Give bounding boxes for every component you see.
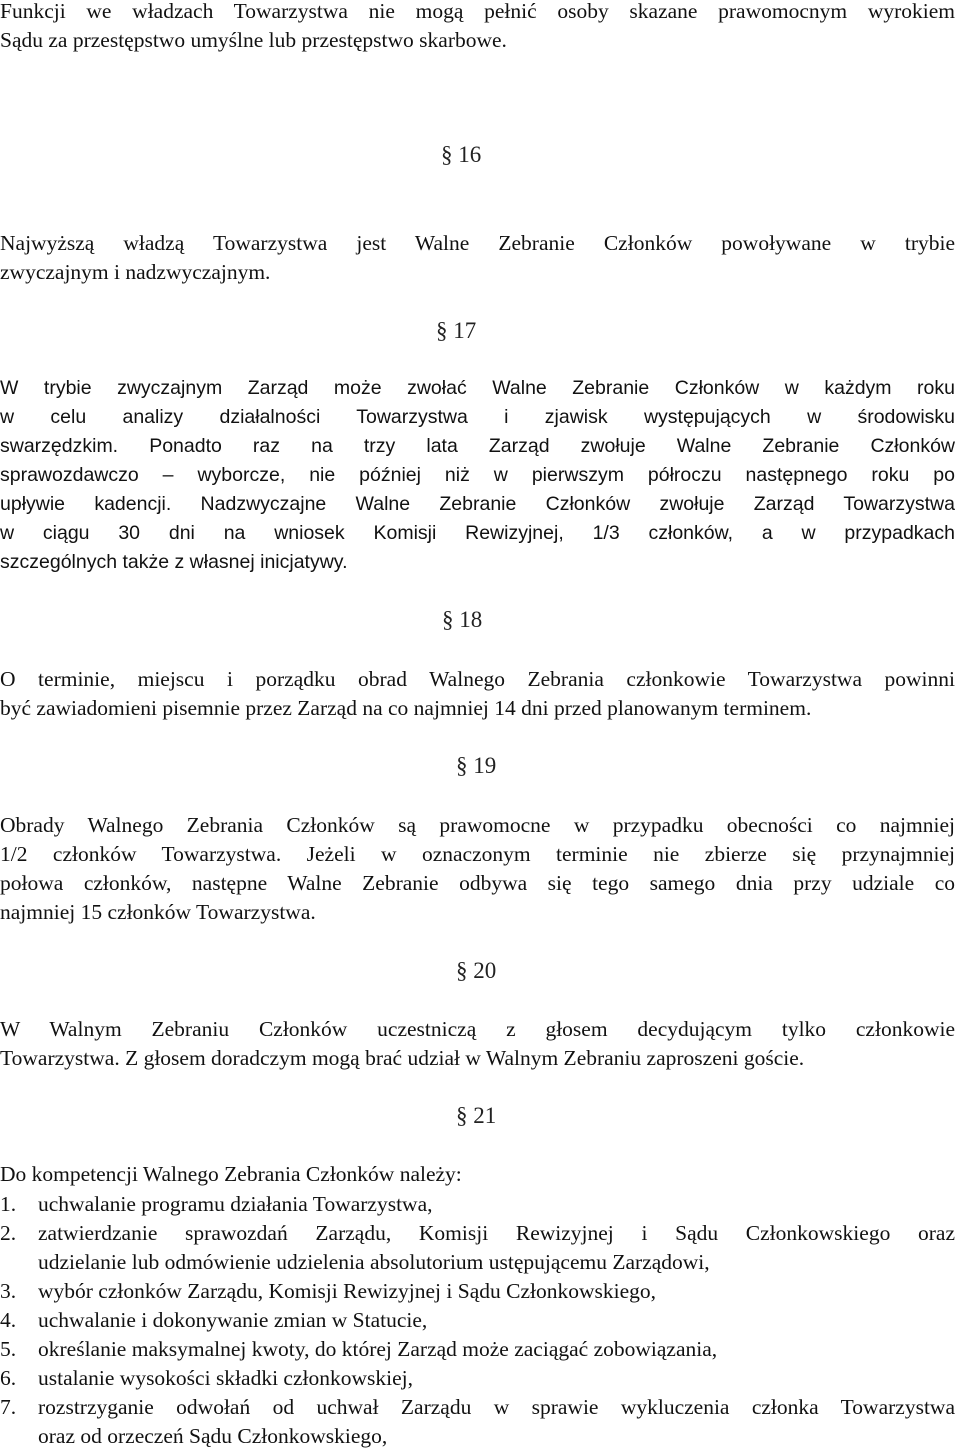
list-item-number: 3. <box>0 1279 17 1303</box>
list-item-text: oraz od orzeczeń Sądu Członkowskiego, <box>38 1424 388 1448</box>
text-line: Sądu za przestępstwo umyślne lub przestępstwo skarbowe. <box>0 28 507 52</box>
text-line: W Walnym Zebraniu Członków uczestniczą z głosem decydującym tylko członkowie <box>0 1017 955 1041</box>
text-line: najmniej 15 członków Towarzystwa. <box>0 900 316 924</box>
text-line: O terminie, miejscu i porządku obrad Walnego Zebrania członkowie Towarzystwa powinni <box>0 667 955 691</box>
text-line: upływie kadencji. Nadzwyczajne Walne Zebranie Członków zwołuje Zarząd Towarzystwa <box>0 493 955 515</box>
section-heading-19: § 19 <box>456 753 497 778</box>
intro-paragraph <box>0 0 955 55</box>
list-item-text: udzielanie lub odmówienie udzielenia absolutorium ustępującemu Zarządowi, <box>38 1250 710 1274</box>
list-item-number: 5. <box>0 1337 17 1361</box>
list-item-text: rozstrzyganie odwołań od uchwał Zarządu w sprawie wykluczenia członka Towarzystwa <box>38 1395 955 1419</box>
text-line: Do kompetencji Walnego Zebrania Członków należy: <box>0 1162 462 1186</box>
list-item-text: określanie maksymalnej kwoty, do której Zarząd może zaciągać zobowiązania, <box>38 1337 718 1361</box>
list-item-number: 2. <box>0 1221 17 1245</box>
text-line: 1/2 członków Towarzystwa. Jeżeli w oznaczonym terminie nie zbierze się przynajmniej <box>0 842 955 866</box>
text-line: Funkcji we władzach Towarzystwa nie mogą pełnić osoby skazane prawomocnym wyrokiem <box>0 0 955 23</box>
section-17-paragraph <box>0 374 955 577</box>
list-item <box>0 1190 955 1219</box>
list-item-number: 6. <box>0 1366 17 1390</box>
text-line: sprawozdawczo – wyborcze, nie później niż w pierwszym półroczu następnego roku po <box>0 464 955 486</box>
list-item-text: ustalanie wysokości składki członkowskiej, <box>38 1366 413 1390</box>
list-item-text: uchwalanie programu działania Towarzystwa, <box>38 1192 433 1216</box>
list-item-number: 7. <box>0 1395 17 1419</box>
text-line: w ciągu 30 dni na wniosek Komisji Rewizyjnej, 1/3 członków, a w przypadkach <box>0 522 955 544</box>
section-heading-16: § 16 <box>441 142 482 167</box>
section-heading-17: § 17 <box>436 318 477 343</box>
list-item-text: wybór członków Zarządu, Komisji Rewizyjnej i Sądu Członkowskiego, <box>38 1279 657 1303</box>
text-line: w celu analizy działalności Towarzystwa i zjawisk występujących w środowisku <box>0 406 955 428</box>
competences-list <box>0 1190 955 1451</box>
list-item-continuation <box>0 1422 955 1451</box>
list-item <box>0 1364 955 1393</box>
list-item-number: 1. <box>0 1192 17 1216</box>
text-line: Najwyższą władzą Towarzystwa jest Walne Zebranie Członków powoływane w trybie <box>0 231 955 255</box>
list-item <box>0 1335 955 1364</box>
section-heading-21: § 21 <box>456 1103 497 1128</box>
list-item <box>0 1219 955 1248</box>
text-line: szczególnych także z własnej inicjatywy. <box>0 551 348 573</box>
list-item <box>0 1306 955 1335</box>
list-item <box>0 1393 955 1422</box>
section-20-paragraph <box>0 1015 955 1073</box>
list-item-text: uchwalanie i dokonywanie zmian w Statucie, <box>38 1308 428 1332</box>
section-heading-20: § 20 <box>456 958 497 983</box>
text-line: być zawiadomieni pisemnie przez Zarząd na co najmniej 14 dni przed planowanym terminem. <box>0 696 812 720</box>
section-16-paragraph <box>0 229 955 287</box>
section-19-paragraph <box>0 811 955 927</box>
section-heading-18: § 18 <box>442 607 483 632</box>
section-21-intro <box>0 1160 955 1189</box>
text-line: Towarzystwa. Z głosem doradczym mogą brać udział w Walnym Zebraniu zaproszeni goście. <box>0 1046 805 1070</box>
list-item-text: zatwierdzanie sprawozdań Zarządu, Komisji Rewizyjnej i Sądu Członkowskiego oraz <box>38 1221 955 1245</box>
list-item <box>0 1277 955 1306</box>
list-item-number: 4. <box>0 1308 17 1332</box>
text-line: Obrady Walnego Zebrania Członków są prawomocne w przypadku obecności co najmniej <box>0 813 955 837</box>
text-line: W trybie zwyczajnym Zarząd może zwołać Walne Zebranie Członków w każdym roku <box>0 377 955 399</box>
text-line: połowa członków, następne Walne Zebranie odbywa się tego samego dnia przy udziale co <box>0 871 955 895</box>
section-18-paragraph <box>0 665 955 723</box>
text-line: swarzędzkim. Ponadto raz na trzy lata Zarząd zwołuje Walne Zebranie Członków <box>0 435 955 457</box>
list-item-continuation <box>0 1248 955 1277</box>
text-line: zwyczajnym i nadzwyczajnym. <box>0 260 271 284</box>
